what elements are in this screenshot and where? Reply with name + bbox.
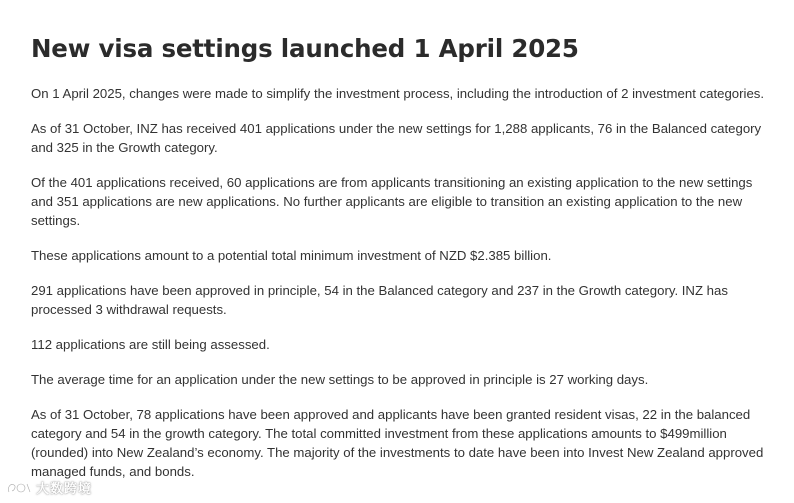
- paragraph-transitioning: Of the 401 applications received, 60 applications are from applicants transitioning an existing application to the new settings and 351 applications are new applications. No further applicants are eligible to transition an existing application to the new settings.: [31, 175, 753, 228]
- paragraph-resident-visas: As of 31 October, 78 applications have been approved and applicants have been granted resident visas, 22 in the balanced category and 54 in the growth category. The total committed investment from these applications amounts to $499million (rounded) into New Zealand’s economy. The majority of the investments to date have been into Invest New Zealand approved managed funds, and bonds.: [31, 407, 764, 479]
- article: [31, 30, 771, 497]
- paragraph-average-time: The average time for an application under the new settings to be approved in principle is 27 working days.: [31, 372, 649, 387]
- watermark-text: 大数跨境: [36, 482, 93, 497]
- paragraph-total-investment: These applications amount to a potential total minimum investment of NZD $2.385 billion.: [31, 248, 552, 263]
- paragraph-being-assessed: 112 applications are still being assessed.: [31, 337, 270, 352]
- paragraph-intro: On 1 April 2025, changes were made to simplify the investment process, including the introduction of 2 investment categories.: [31, 86, 765, 101]
- paragraph-applications-received: As of 31 October, INZ has received 401 applications under the new settings for 1,288 applicants, 76 in the Balanced category and 325 in the Growth category.: [31, 121, 762, 155]
- page-title: New visa settings launched 1 April 2025: [31, 34, 579, 63]
- watermark-logo-icon: [6, 481, 32, 495]
- paragraph-approved-in-principle: 291 applications have been approved in principle, 54 in the Balanced category and 237 in the Growth category. INZ has processed 3 withdrawal requests.: [31, 283, 728, 317]
- watermark: [6, 478, 92, 497]
